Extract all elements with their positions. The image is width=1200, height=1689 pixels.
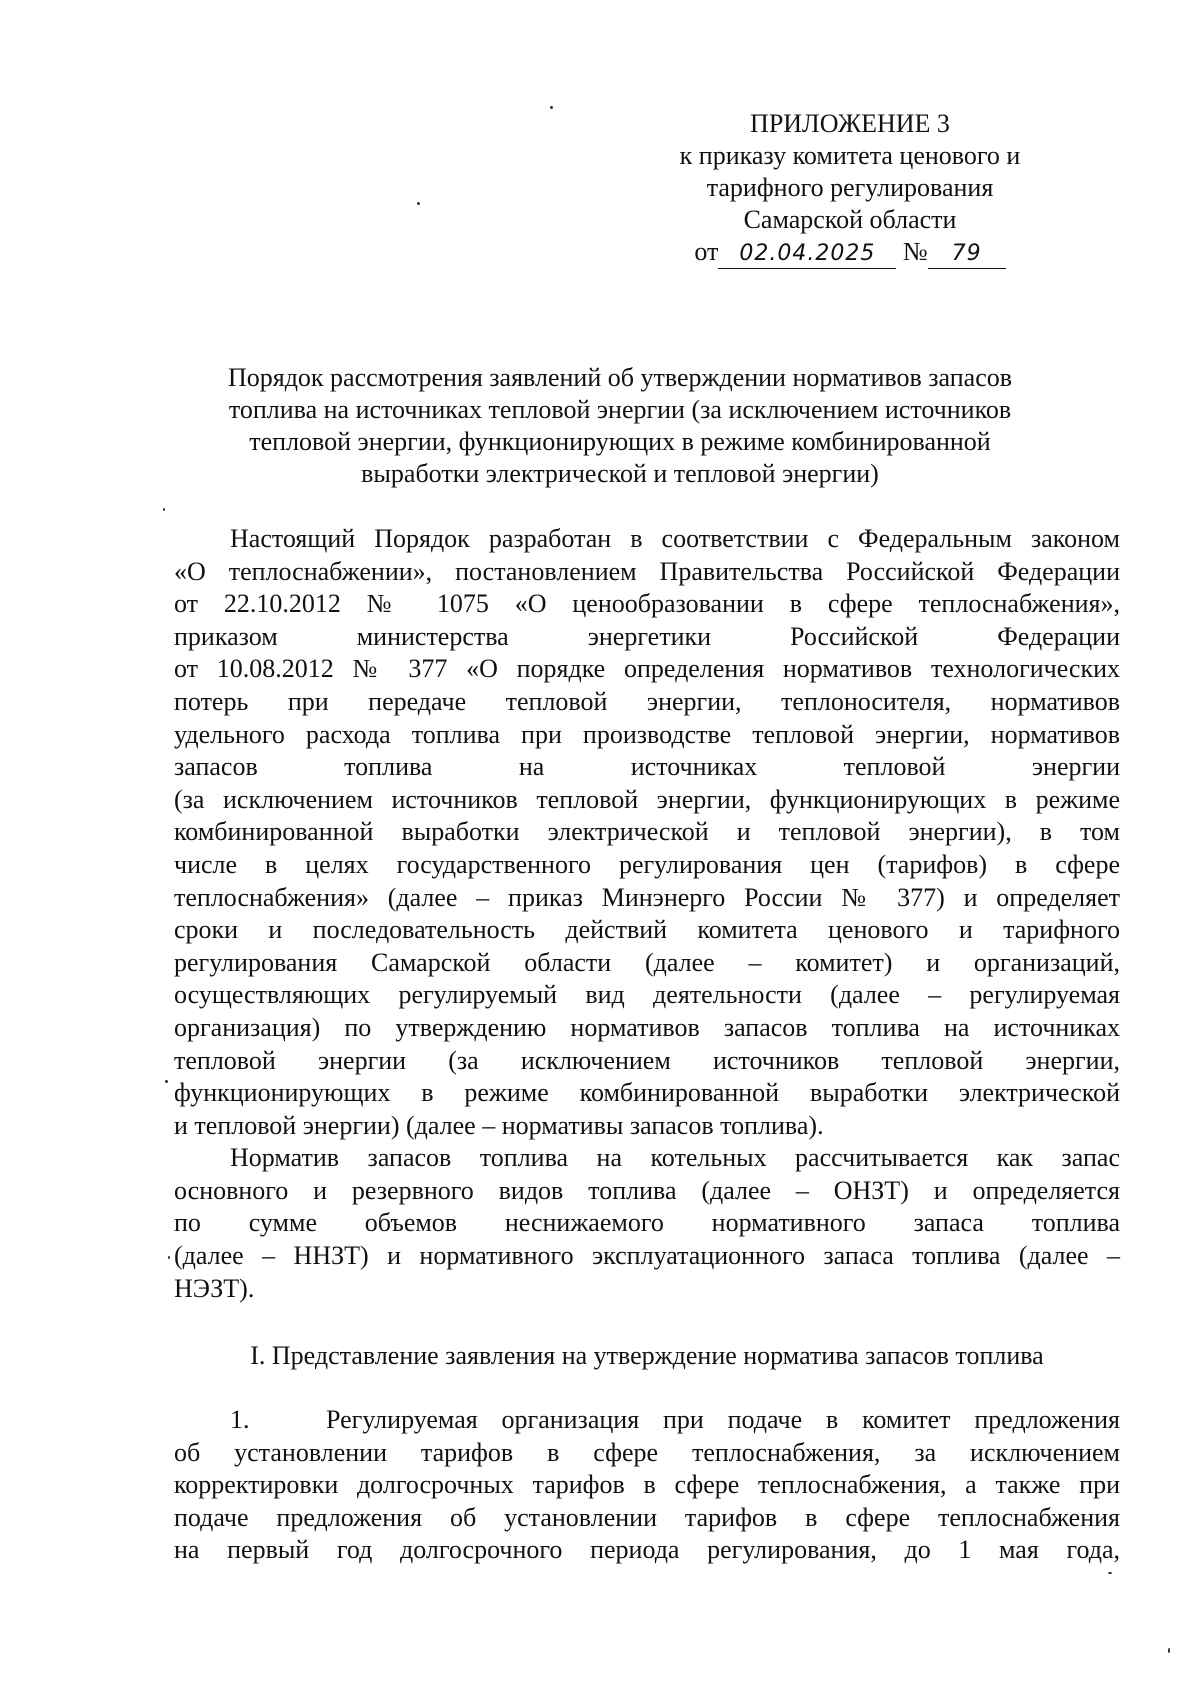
approval-line-2: тарифного регулирования — [706, 173, 994, 202]
scan-speck — [1108, 1572, 1112, 1574]
paragraph-line: осуществляющих регулируемый вид деятельности (далее – регулируемая — [174, 980, 1120, 1010]
paragraph-line: (за исключением источников тепловой энергии, функционирующих в режиме — [174, 784, 1120, 814]
paragraph-line: «О теплоснабжении», постановлением Правительства Российской Федерации — [174, 556, 1120, 586]
paragraph-line: и тепловой энергии) (далее – нормативы запасов топлива). — [174, 1110, 824, 1140]
paragraph-line — [174, 1404, 1120, 1437]
paragraph-line: НЭЗТ). — [174, 1273, 255, 1303]
item-line-text: Регулируемая организация при подаче в комитет предложения — [326, 1405, 1120, 1434]
approval-line-1: к приказу комитета ценового и — [679, 141, 1021, 170]
paragraph-line: комбинированной выработки электрической и тепловой энергии), в том — [174, 817, 1120, 847]
paragraph-line: основного и резервного видов топлива (далее – ОНЗТ) и определяется — [174, 1175, 1120, 1205]
approval-block — [640, 108, 1060, 269]
paragraph-line: на первый год долгосрочного периода регулирования, до 1 мая года, — [174, 1535, 1120, 1565]
paragraph-line: регулирования Самарской области (далее – комитет) и организаций, — [174, 947, 1120, 977]
approval-date-line — [640, 236, 1060, 269]
scan-speck — [1168, 1648, 1170, 1653]
paragraph-line: запасов топлива на источниках тепловой энергии — [174, 752, 1120, 782]
paragraph-line: тепловой энергии (за исключением источников тепловой энергии, — [174, 1045, 1120, 1075]
paragraph-line: организация) по утверждению нормативов запасов топлива на источниках — [174, 1012, 1120, 1042]
paragraph-line: подаче предложения об установлении тарифов в сфере теплоснабжения — [174, 1502, 1120, 1532]
paragraph-line: корректировки долгосрочных тарифов в сфере теплоснабжения, а также при — [174, 1470, 1120, 1500]
scan-speck — [168, 1256, 170, 1259]
paragraph-line: от 10.08.2012 № 377 «О порядке определения нормативов технологических — [174, 654, 1120, 684]
paragraph-line: Настоящий Порядок разработан в соответствии с Федеральным законом — [230, 524, 1120, 553]
paragraph-line: приказом министерства энергетики Российской Федерации — [174, 621, 1120, 651]
paragraph-line: теплоснабжения» (далее – приказ Минэнерго России № 377) и определяет — [174, 882, 1120, 912]
item-number: 1. — [230, 1405, 250, 1434]
title-line-2: топлива на источниках тепловой энергии (за исключением источников — [228, 395, 1012, 424]
paragraph-line: потерь при передаче тепловой энергии, теплоносителя, нормативов — [174, 686, 1120, 716]
title-line-1: Порядок рассмотрения заявлений об утверждении нормативов запасов — [227, 363, 1013, 392]
appendix-heading: ПРИЛОЖЕНИЕ 3 — [750, 109, 950, 138]
order-date: 02.04.2025 — [718, 240, 896, 269]
item-1 — [174, 1404, 1120, 1567]
scan-speck — [165, 1080, 168, 1083]
paragraph-line: по сумме объемов неснижаемого нормативного запаса топлива — [174, 1208, 1120, 1238]
scan-speck — [163, 508, 165, 511]
from-label: от — [694, 237, 719, 266]
section-heading: I. Представление заявления на утверждение норматива запасов топлива — [250, 1341, 1044, 1370]
paragraph-line: числе в целях государственного регулирования цен (тарифов) в сфере — [174, 849, 1120, 879]
title-line-4: выработки электрической и тепловой энергии) — [361, 459, 879, 488]
paragraph-2 — [174, 1142, 1120, 1305]
paragraph-line: удельного расхода топлива при производстве тепловой энергии, нормативов — [174, 719, 1120, 749]
scan-speck — [550, 106, 553, 109]
document-title — [170, 362, 1070, 490]
approval-line-3: Самарской области — [743, 205, 957, 234]
paragraph-1 — [174, 523, 1120, 1142]
order-number: 79 — [928, 240, 1006, 269]
item-1-text — [174, 1404, 1120, 1567]
scan-speck — [417, 202, 420, 205]
body-text — [174, 523, 1120, 1305]
paragraph-line: от 22.10.2012 № 1075 «О ценообразовании в сфере теплоснабжения», — [174, 589, 1120, 619]
paragraph-line: (далее – ННЗТ) и нормативного эксплуатационного запаса топлива (далее – — [174, 1241, 1120, 1271]
paragraph-line: функционирующих в режиме комбинированной выработки электрической — [174, 1078, 1120, 1108]
paragraph-line: об установлении тарифов в сфере теплоснабжения, за исключением — [174, 1437, 1120, 1467]
number-label: № — [902, 237, 928, 266]
paragraph-line: сроки и последовательность действий комитета ценового и тарифного — [174, 915, 1120, 945]
title-line-3: тепловой энергии, функционирующих в режиме комбинированной — [249, 427, 991, 456]
paragraph-line: Норматив запасов топлива на котельных рассчитывается как запас — [230, 1143, 1120, 1173]
